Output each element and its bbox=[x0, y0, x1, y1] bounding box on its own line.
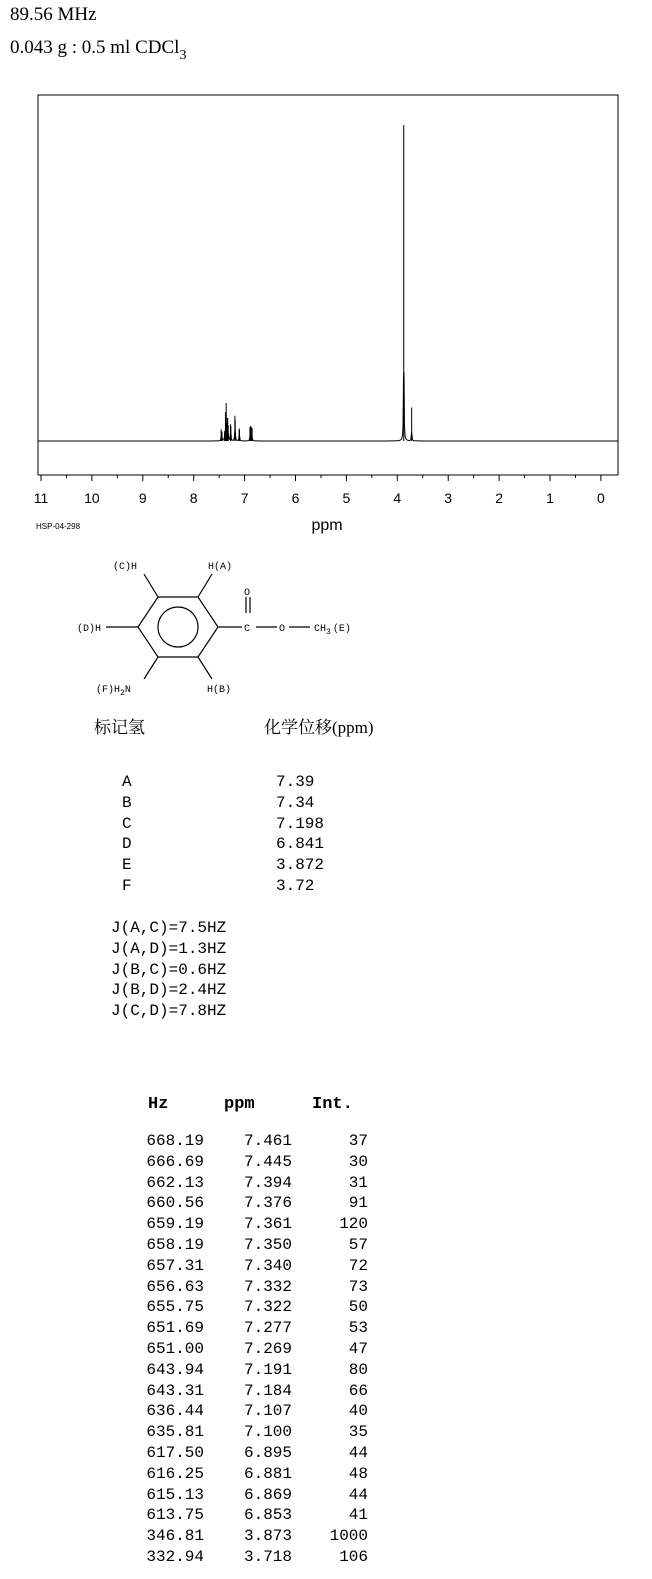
peak-hz: 636.44 bbox=[146, 1402, 204, 1421]
peak-row bbox=[0, 1193, 652, 1214]
peak-ppm: 6.853 bbox=[243, 1506, 292, 1525]
peak-int: 44 bbox=[348, 1444, 368, 1462]
coupling-row: J(A,D)=1.3HZ bbox=[111, 939, 227, 958]
peak-ppm: 7.461 bbox=[243, 1132, 292, 1150]
x-tick-label: 10 bbox=[84, 490, 100, 506]
peak-int: 91 bbox=[348, 1194, 368, 1213]
peak-hz: 643.94 bbox=[146, 1360, 204, 1379]
x-tick-label: 6 bbox=[291, 490, 300, 506]
x-tick-label: 9 bbox=[138, 490, 147, 506]
peak-row bbox=[0, 1381, 652, 1402]
x-tick-label: 1 bbox=[546, 490, 554, 506]
peak-hz: 332.94 bbox=[146, 1548, 204, 1566]
shift-col-shift: 化学位移(ppm) bbox=[264, 718, 374, 737]
peak-ppm: 6.869 bbox=[243, 1485, 292, 1504]
methyl-ch: CH bbox=[314, 624, 327, 635]
label-d: (D)H bbox=[77, 624, 102, 635]
methyl-group bbox=[314, 623, 351, 637]
label-f-h: (F)H bbox=[96, 685, 121, 696]
benzene-ring bbox=[138, 597, 218, 657]
peak-row bbox=[0, 1443, 652, 1464]
shift-row bbox=[0, 834, 400, 855]
peak-ppm: 7.107 bbox=[243, 1402, 292, 1421]
label-f-n: N bbox=[124, 685, 131, 696]
peak-row bbox=[0, 1173, 652, 1194]
x-axis-label: ppm bbox=[311, 517, 343, 534]
peak-int: 73 bbox=[348, 1277, 368, 1296]
peak-hz: 662.13 bbox=[146, 1173, 204, 1192]
peak-int: 41 bbox=[348, 1506, 368, 1525]
peak-hz: 655.75 bbox=[146, 1298, 204, 1317]
peak-int: 44 bbox=[348, 1485, 368, 1504]
x-axis-tick-labels bbox=[34, 490, 605, 506]
peak-ppm: 7.322 bbox=[243, 1298, 292, 1317]
peak-int: 37 bbox=[348, 1132, 368, 1150]
peak-hz: 660.56 bbox=[146, 1194, 204, 1213]
shift-row bbox=[0, 855, 400, 876]
peak-hz: 657.31 bbox=[146, 1256, 204, 1275]
shift-value: 7.39 bbox=[276, 773, 315, 791]
peak-row bbox=[0, 1547, 652, 1568]
peak-hz: 635.81 bbox=[146, 1423, 204, 1442]
plot-frame bbox=[38, 95, 618, 475]
sample-subscript: 3 bbox=[179, 48, 187, 63]
peak-hz: 651.00 bbox=[146, 1340, 204, 1358]
sample-text: 0.043 g : 0.5 ml CDCl bbox=[10, 37, 180, 58]
shift-label: A bbox=[122, 773, 132, 791]
coupling-row: J(C,D)=7.8HZ bbox=[111, 1002, 227, 1021]
peak-int: 35 bbox=[348, 1423, 368, 1442]
shift-col-label: 标记氢 bbox=[94, 718, 145, 737]
peak-row bbox=[0, 1485, 652, 1506]
shift-label: B bbox=[122, 793, 132, 812]
shift-value: 7.34 bbox=[276, 793, 315, 812]
ester-oxygen: O bbox=[279, 624, 286, 635]
peak-int: 47 bbox=[348, 1340, 368, 1358]
peak-int: 53 bbox=[348, 1319, 368, 1338]
peak-lines bbox=[221, 125, 412, 441]
frequency-label: 89.56 MHz bbox=[10, 4, 97, 25]
peak-hz: 656.63 bbox=[146, 1277, 204, 1296]
peak-hz: 659.19 bbox=[146, 1215, 204, 1234]
peak-hz: 668.19 bbox=[146, 1132, 204, 1150]
label-c: (C)H bbox=[113, 562, 138, 573]
molecule-structure bbox=[70, 555, 390, 700]
sample-label bbox=[10, 37, 186, 64]
peak-ppm: 7.277 bbox=[243, 1319, 292, 1338]
peak-int: 50 bbox=[348, 1298, 368, 1317]
label-b: H(B) bbox=[207, 685, 232, 696]
shift-label: F bbox=[122, 877, 132, 895]
peak-row bbox=[0, 1360, 652, 1381]
peak-ppm: 6.895 bbox=[243, 1444, 292, 1462]
x-tick-label: 7 bbox=[240, 490, 249, 506]
shift-value: 6.841 bbox=[276, 835, 325, 854]
x-tick-label: 4 bbox=[393, 490, 402, 506]
peak-row bbox=[0, 1297, 652, 1318]
peak-row bbox=[0, 1131, 652, 1152]
coupling-row: J(B,D)=2.4HZ bbox=[111, 981, 227, 1000]
peak-ppm: 7.350 bbox=[243, 1236, 292, 1254]
peak-int: 80 bbox=[348, 1360, 368, 1379]
peak-ppm: 7.361 bbox=[243, 1215, 292, 1234]
peak-ppm: 7.376 bbox=[243, 1194, 292, 1213]
x-axis-ticks bbox=[41, 475, 601, 481]
peak-int: 72 bbox=[348, 1256, 368, 1275]
peak-ppm: 7.191 bbox=[243, 1360, 292, 1379]
shift-value: 7.198 bbox=[276, 814, 325, 833]
peak-row bbox=[0, 1422, 652, 1443]
methyl-sub: 3 bbox=[326, 628, 331, 637]
peak-int: 106 bbox=[339, 1548, 368, 1566]
shift-row bbox=[0, 876, 400, 897]
peak-row bbox=[0, 1401, 652, 1422]
shift-row bbox=[0, 772, 400, 793]
peak-hz: 617.50 bbox=[146, 1444, 204, 1462]
peak-ppm: 7.394 bbox=[243, 1173, 292, 1192]
peak-int: 57 bbox=[348, 1236, 368, 1254]
x-tick-label: 3 bbox=[444, 490, 453, 506]
peak-row bbox=[0, 1505, 652, 1526]
peak-header-ppm: ppm bbox=[224, 1095, 255, 1114]
peak-int: 30 bbox=[348, 1152, 368, 1171]
shift-value: 3.872 bbox=[276, 856, 325, 875]
peak-ppm: 7.445 bbox=[243, 1152, 292, 1171]
peak-int: 31 bbox=[348, 1173, 368, 1192]
x-tick-label: 8 bbox=[189, 490, 198, 506]
shift-value: 3.72 bbox=[276, 877, 315, 895]
methyl-tag: (E) bbox=[332, 624, 351, 635]
peak-int: 120 bbox=[339, 1215, 368, 1234]
coupling-row: J(A,C)=7.5HZ bbox=[111, 919, 227, 937]
peak-ppm: 3.873 bbox=[243, 1527, 292, 1546]
peak-row bbox=[0, 1152, 652, 1173]
peak-int: 1000 bbox=[329, 1527, 368, 1546]
peak-row bbox=[0, 1526, 652, 1547]
label-f bbox=[96, 684, 131, 698]
shift-label: D bbox=[122, 835, 132, 854]
peak-hz: 643.31 bbox=[146, 1381, 204, 1400]
x-tick-label: 2 bbox=[495, 490, 503, 506]
nmr-spectrum-chart bbox=[0, 85, 652, 545]
x-tick-label: 5 bbox=[342, 490, 351, 506]
label-f-sub: 2 bbox=[120, 689, 125, 698]
peak-ppm: 7.332 bbox=[243, 1277, 292, 1296]
peak-row bbox=[0, 1318, 652, 1339]
peak-hz: 616.25 bbox=[146, 1464, 204, 1483]
spectrum-trace bbox=[38, 372, 618, 441]
peak-ppm: 6.881 bbox=[243, 1464, 292, 1483]
peak-row bbox=[0, 1235, 652, 1256]
peak-ppm: 7.184 bbox=[243, 1381, 292, 1400]
peak-ppm: 7.100 bbox=[243, 1423, 292, 1442]
carbonyl-carbon: C bbox=[244, 624, 251, 635]
shift-row bbox=[0, 814, 400, 835]
peak-hz: 613.75 bbox=[146, 1506, 204, 1525]
coupling-row: J(B,C)=0.6HZ bbox=[111, 960, 227, 979]
peak-hz: 651.69 bbox=[146, 1319, 204, 1338]
carbonyl-oxygen: O bbox=[244, 588, 251, 599]
peak-row bbox=[0, 1464, 652, 1485]
peak-hz: 346.81 bbox=[146, 1527, 204, 1546]
spectrum-code: HSP-04-298 bbox=[36, 522, 81, 531]
x-tick-label: 11 bbox=[33, 490, 49, 506]
peak-row bbox=[0, 1277, 652, 1298]
peak-int: 40 bbox=[348, 1402, 368, 1421]
peak-row bbox=[0, 1256, 652, 1277]
peak-hz: 658.19 bbox=[146, 1236, 204, 1254]
peak-int: 48 bbox=[348, 1464, 368, 1483]
peak-hz: 615.13 bbox=[146, 1485, 204, 1504]
peak-ppm: 7.269 bbox=[243, 1340, 292, 1358]
peak-row bbox=[0, 1214, 652, 1235]
peak-hz: 666.69 bbox=[146, 1152, 204, 1171]
x-tick-label: 0 bbox=[597, 490, 605, 506]
peak-int: 66 bbox=[348, 1381, 368, 1400]
shift-label: E bbox=[122, 856, 132, 875]
peak-ppm: 3.718 bbox=[243, 1548, 292, 1566]
peak-header-int: Int. bbox=[312, 1095, 353, 1114]
shift-row bbox=[0, 793, 400, 814]
label-a: H(A) bbox=[208, 562, 233, 573]
peak-ppm: 7.340 bbox=[243, 1256, 292, 1275]
peak-row bbox=[0, 1339, 652, 1360]
shift-label: C bbox=[122, 814, 132, 833]
peak-header-hz: Hz bbox=[148, 1095, 169, 1114]
